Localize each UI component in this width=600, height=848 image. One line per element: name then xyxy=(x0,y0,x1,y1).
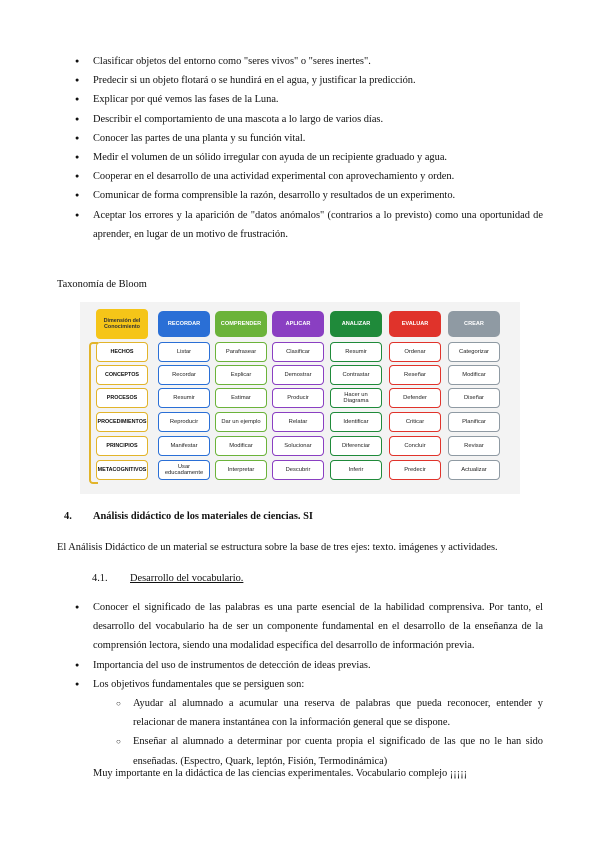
bloom-cell: Predecir xyxy=(389,460,441,480)
bloom-title: Taxonomía de Bloom xyxy=(57,279,147,290)
bloom-cell: Concluir xyxy=(389,436,441,456)
bloom-column-header: COMPRENDER xyxy=(215,311,267,337)
bloom-cell: Identificar xyxy=(330,412,382,432)
bloom-cell: Modificar xyxy=(215,436,267,456)
list-item: ● Medir el volumen de un sólido irregular con ayuda de un recipiente graduado y agua. xyxy=(75,148,543,167)
bloom-cell: Producir xyxy=(272,388,324,408)
list-item: ● Predecir si un objeto flotará o se hundirá en el agua, y justificar la predicción. xyxy=(75,71,543,90)
bloom-cell: Reseñar xyxy=(389,365,441,385)
bloom-taxonomy-figure xyxy=(80,302,520,494)
bloom-cell: Criticar xyxy=(389,412,441,432)
bloom-cell: Diseñar xyxy=(448,388,500,408)
list-item: ● Conocer el significado de las palabras es una parte esencial de la habilidad comprensiva. Por tanto, el desarrollo del vocabulario ha de ser un componente fundamental en el desarrollo de la enseñanza de la comprensión lectora, siendo una modalidad específica del desarrollo de información previa. xyxy=(75,598,543,656)
bloom-row-header: HECHOS xyxy=(96,342,148,362)
list-item: ● Conocer las partes de una planta y su función vital. xyxy=(75,129,543,148)
vocabulary-list xyxy=(75,598,543,771)
bloom-cell: Relatar xyxy=(272,412,324,432)
bloom-cell: Dar un ejemplo xyxy=(215,412,267,432)
bloom-cell: Descubrir xyxy=(272,460,324,480)
bloom-row-header: METACOGNITIVOS xyxy=(96,460,148,480)
sub-list xyxy=(93,694,543,771)
bloom-cell: Solucionar xyxy=(272,436,324,456)
bloom-row-header: PROCESOS xyxy=(96,388,148,408)
section-number: 4. xyxy=(64,511,72,522)
bloom-cell: Demostrar xyxy=(272,365,324,385)
bloom-cell: Contrastar xyxy=(330,365,382,385)
bloom-cell: Resumir xyxy=(158,388,210,408)
bloom-cell: Resumir xyxy=(330,342,382,362)
bloom-row-header: PROCEDIMIENTOS xyxy=(96,412,148,432)
bloom-cell: Parafrasear xyxy=(215,342,267,362)
list-item: ● Explicar por qué vemos las fases de la Luna. xyxy=(75,90,543,109)
bloom-cell: Diferenciar xyxy=(330,436,382,456)
bloom-cell: Interpretar xyxy=(215,460,267,480)
bloom-cell: Estimar xyxy=(215,388,267,408)
list-item: ● Importancia del uso de instrumentos de detección de ideas previas. xyxy=(75,656,543,675)
bloom-cell: Inferir xyxy=(330,460,382,480)
closing-note: Muy importante en la didáctica de las ciencias experimentales. Vocabulario complejo ¡¡¡¡¡ xyxy=(93,768,468,779)
list-item: ● Describir el comportamiento de una mascota a lo largo de varios días. xyxy=(75,110,543,129)
bloom-column-header: ANALIZAR xyxy=(330,311,382,337)
sub-list-item: ○ Ayudar al alumnado a acumular una reserva de palabras que pueda reconocer, entender y relacionar de manera instantánea con la información general que se dispone. xyxy=(116,694,543,732)
bloom-row-header: PRINCIPIOS xyxy=(96,436,148,456)
bloom-cell: Modificar xyxy=(448,365,500,385)
bloom-cell: Defender xyxy=(389,388,441,408)
list-item: ● Clasificar objetos del entorno como "seres vivos" o "seres inertes". xyxy=(75,52,543,71)
bloom-cell: Listar xyxy=(158,342,210,362)
bloom-cell: Manifestar xyxy=(158,436,210,456)
bloom-cell: Hacer un Diagrama xyxy=(330,388,382,408)
bloom-column-header: EVALUAR xyxy=(389,311,441,337)
bloom-cell: Usar educadamente xyxy=(158,460,210,480)
bloom-column-header: CREAR xyxy=(448,311,500,337)
list-item: ● Comunicar de forma comprensible la razón, desarrollo y resultados de un experimento. xyxy=(75,186,543,205)
section-title: Análisis didáctico de los materiales de ciencias. SI xyxy=(93,511,313,522)
bloom-column-header: APLICAR xyxy=(272,311,324,337)
list-item-text: Los objetivos fundamentales que se persiguen son: xyxy=(93,678,305,690)
subsection-number: 4.1. xyxy=(92,573,108,584)
bloom-row-header: CONCEPTOS xyxy=(96,365,148,385)
bloom-cell: Categorizar xyxy=(448,342,500,362)
list-item: ● Cooperar en el desarrollo de una actividad experimental con aprovechamiento y orden. xyxy=(75,167,543,186)
bloom-cell: Revisar xyxy=(448,436,500,456)
dimension-header: Dimensión del Conocimiento xyxy=(96,309,148,339)
bloom-cell: Reproducir xyxy=(158,412,210,432)
bloom-cell: Actualizar xyxy=(448,460,500,480)
list-item: ● Aceptar los errores y la aparición de "datos anómalos" (contrarios a lo previsto) como una oportunidad de aprender, en lugar de un motivo de frustración. xyxy=(75,206,543,244)
bloom-cell: Ordenar xyxy=(389,342,441,362)
subsection-title: Desarrollo del vocabulario. xyxy=(130,573,244,584)
objectives-list xyxy=(75,52,543,244)
intro-paragraph: El Análisis Didáctico de un material se estructura sobre la base de tres ejes: texto. imágenes y actividades. xyxy=(57,542,498,553)
bloom-cell: Explicar xyxy=(215,365,267,385)
sub-list-item: ○ Enseñar al alumnado a determinar por cuenta propia el significado de las que no le han sido enseñadas. (Espectro, Quark, leptón, Fisión, Termodinámica) xyxy=(116,732,543,770)
bloom-cell: Planificar xyxy=(448,412,500,432)
bloom-column-header: RECORDAR xyxy=(158,311,210,337)
bloom-cell: Recordar xyxy=(158,365,210,385)
list-item xyxy=(75,675,543,771)
bloom-cell: Clasificar xyxy=(272,342,324,362)
